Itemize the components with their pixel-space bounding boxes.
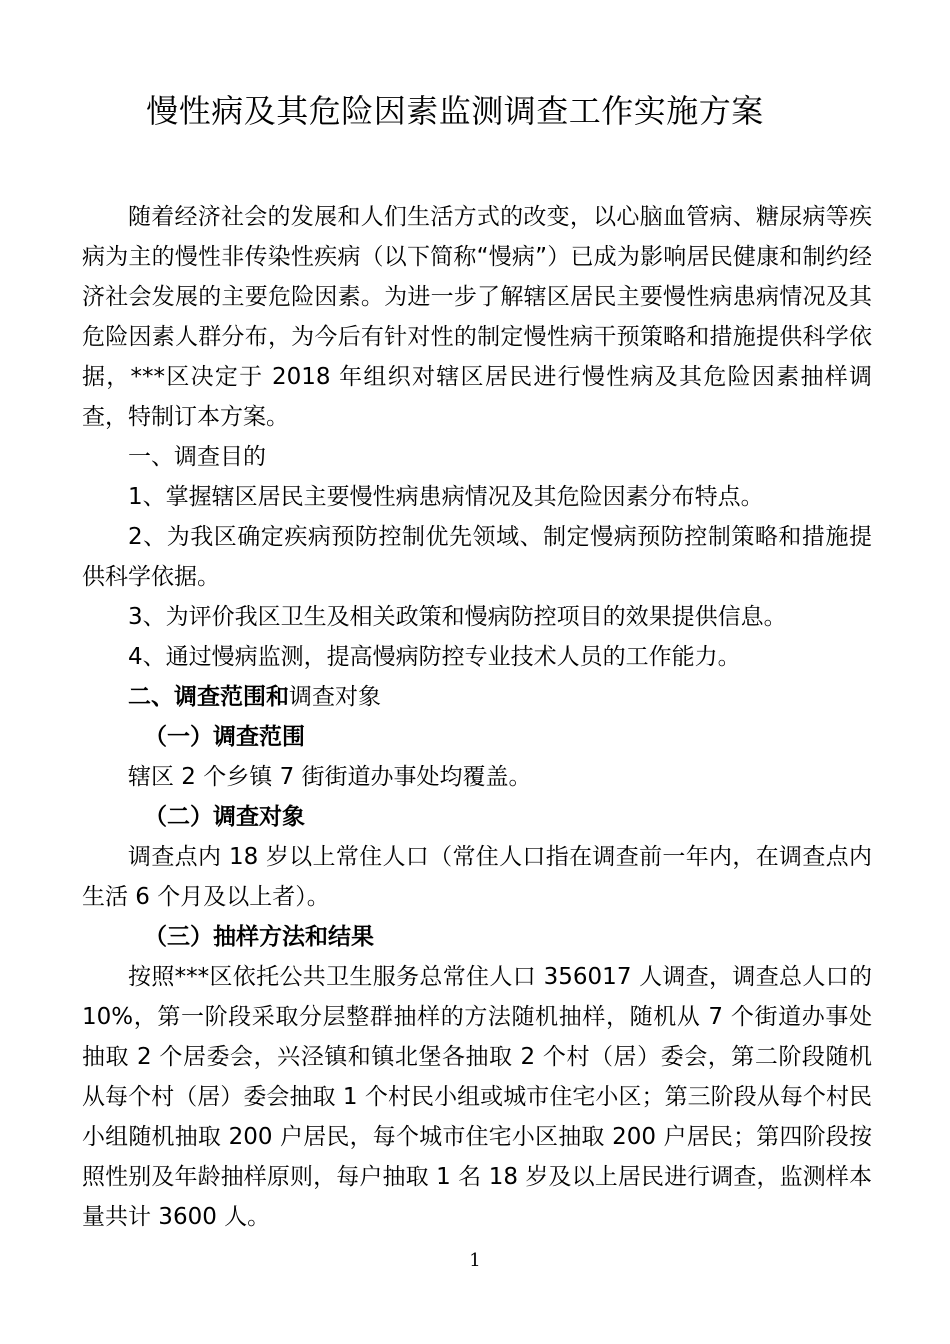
section-2-heading-rest: 调查对象 — [289, 684, 381, 710]
section-1-item: 3、为评价我区卫生及相关政策和慢病防控项目的效果提供信息。 — [128, 604, 787, 630]
page-number: 1 — [469, 1250, 481, 1271]
subsection-3-heading: （三）抽样方法和结果 — [144, 924, 374, 950]
intro-paragraph: 随着经济社会的发展和人们生活方式的改变，以心脑血管病、糖尿病等疾病为主的慢性非传染性疾病（以下简称“慢病”）已成为影响居民健康和制约经济社会发展的主要危险因素。为进一步了解辖区居民主要慢性病患病情况及其危险因素人群分布，为今后有针对性的制定慢性病干预策略和措施提供科学依据，***区决定于 2018 年组织对辖区居民进行慢性病及其危险因素抽样调查，特制订本方案。 — [82, 204, 872, 430]
section-1-item: 4、通过慢病监测，提高慢病防控专业技术人员的工作能力。 — [128, 644, 741, 670]
subsection-3-text: 按照***区依托公共卫生服务总常住人口 356017 人调查，调查总人口的 10%，第一阶段采取分层整群抽样的方法随机抽样，随机从 7 个街道办事处抽取 2 个居委会，兴泾镇和镇北堡各抽取 2 个村（居）委会，第二阶段随机从每个村（居）委会抽取 1 个村民小组或城市住宅小区；第三阶段从每个村民小组随机抽取 200 户居民，每个城市住宅小区抽取 200 户居民；第四阶段按照性别及年龄抽样原则，每户抽取 1 名 18 岁及以上居民进行调查，监测样本量共计 3600 人。 — [82, 964, 872, 1230]
subsection-1-heading: （一）调查范围 — [144, 724, 305, 750]
subsection-2-heading: （二）调查对象 — [144, 804, 305, 830]
section-1-item: 1、掌握辖区居民主要慢性病患病情况及其危险因素分布特点。 — [128, 484, 764, 510]
document-body — [82, 197, 872, 1237]
section-1-item: 2、为我区确定疾病预防控制优先领域、制定慢病预防控制策略和措施提供科学依据。 — [82, 524, 872, 590]
section-1-heading: 一、调查目的 — [128, 444, 266, 470]
section-2-heading — [82, 677, 872, 717]
document-title: 慢性病及其危险因素监测调查工作实施方案 — [146, 92, 764, 130]
section-2-heading-bold: 二、调查范围和 — [128, 684, 289, 710]
subsection-2-text: 调查点内 18 岁以上常住人口（常住人口指在调查前一年内，在调查点内生活 6 个月及以上者）。 — [82, 844, 872, 910]
subsection-1-text: 辖区 2 个乡镇 7 街街道办事处均覆盖。 — [128, 764, 532, 790]
